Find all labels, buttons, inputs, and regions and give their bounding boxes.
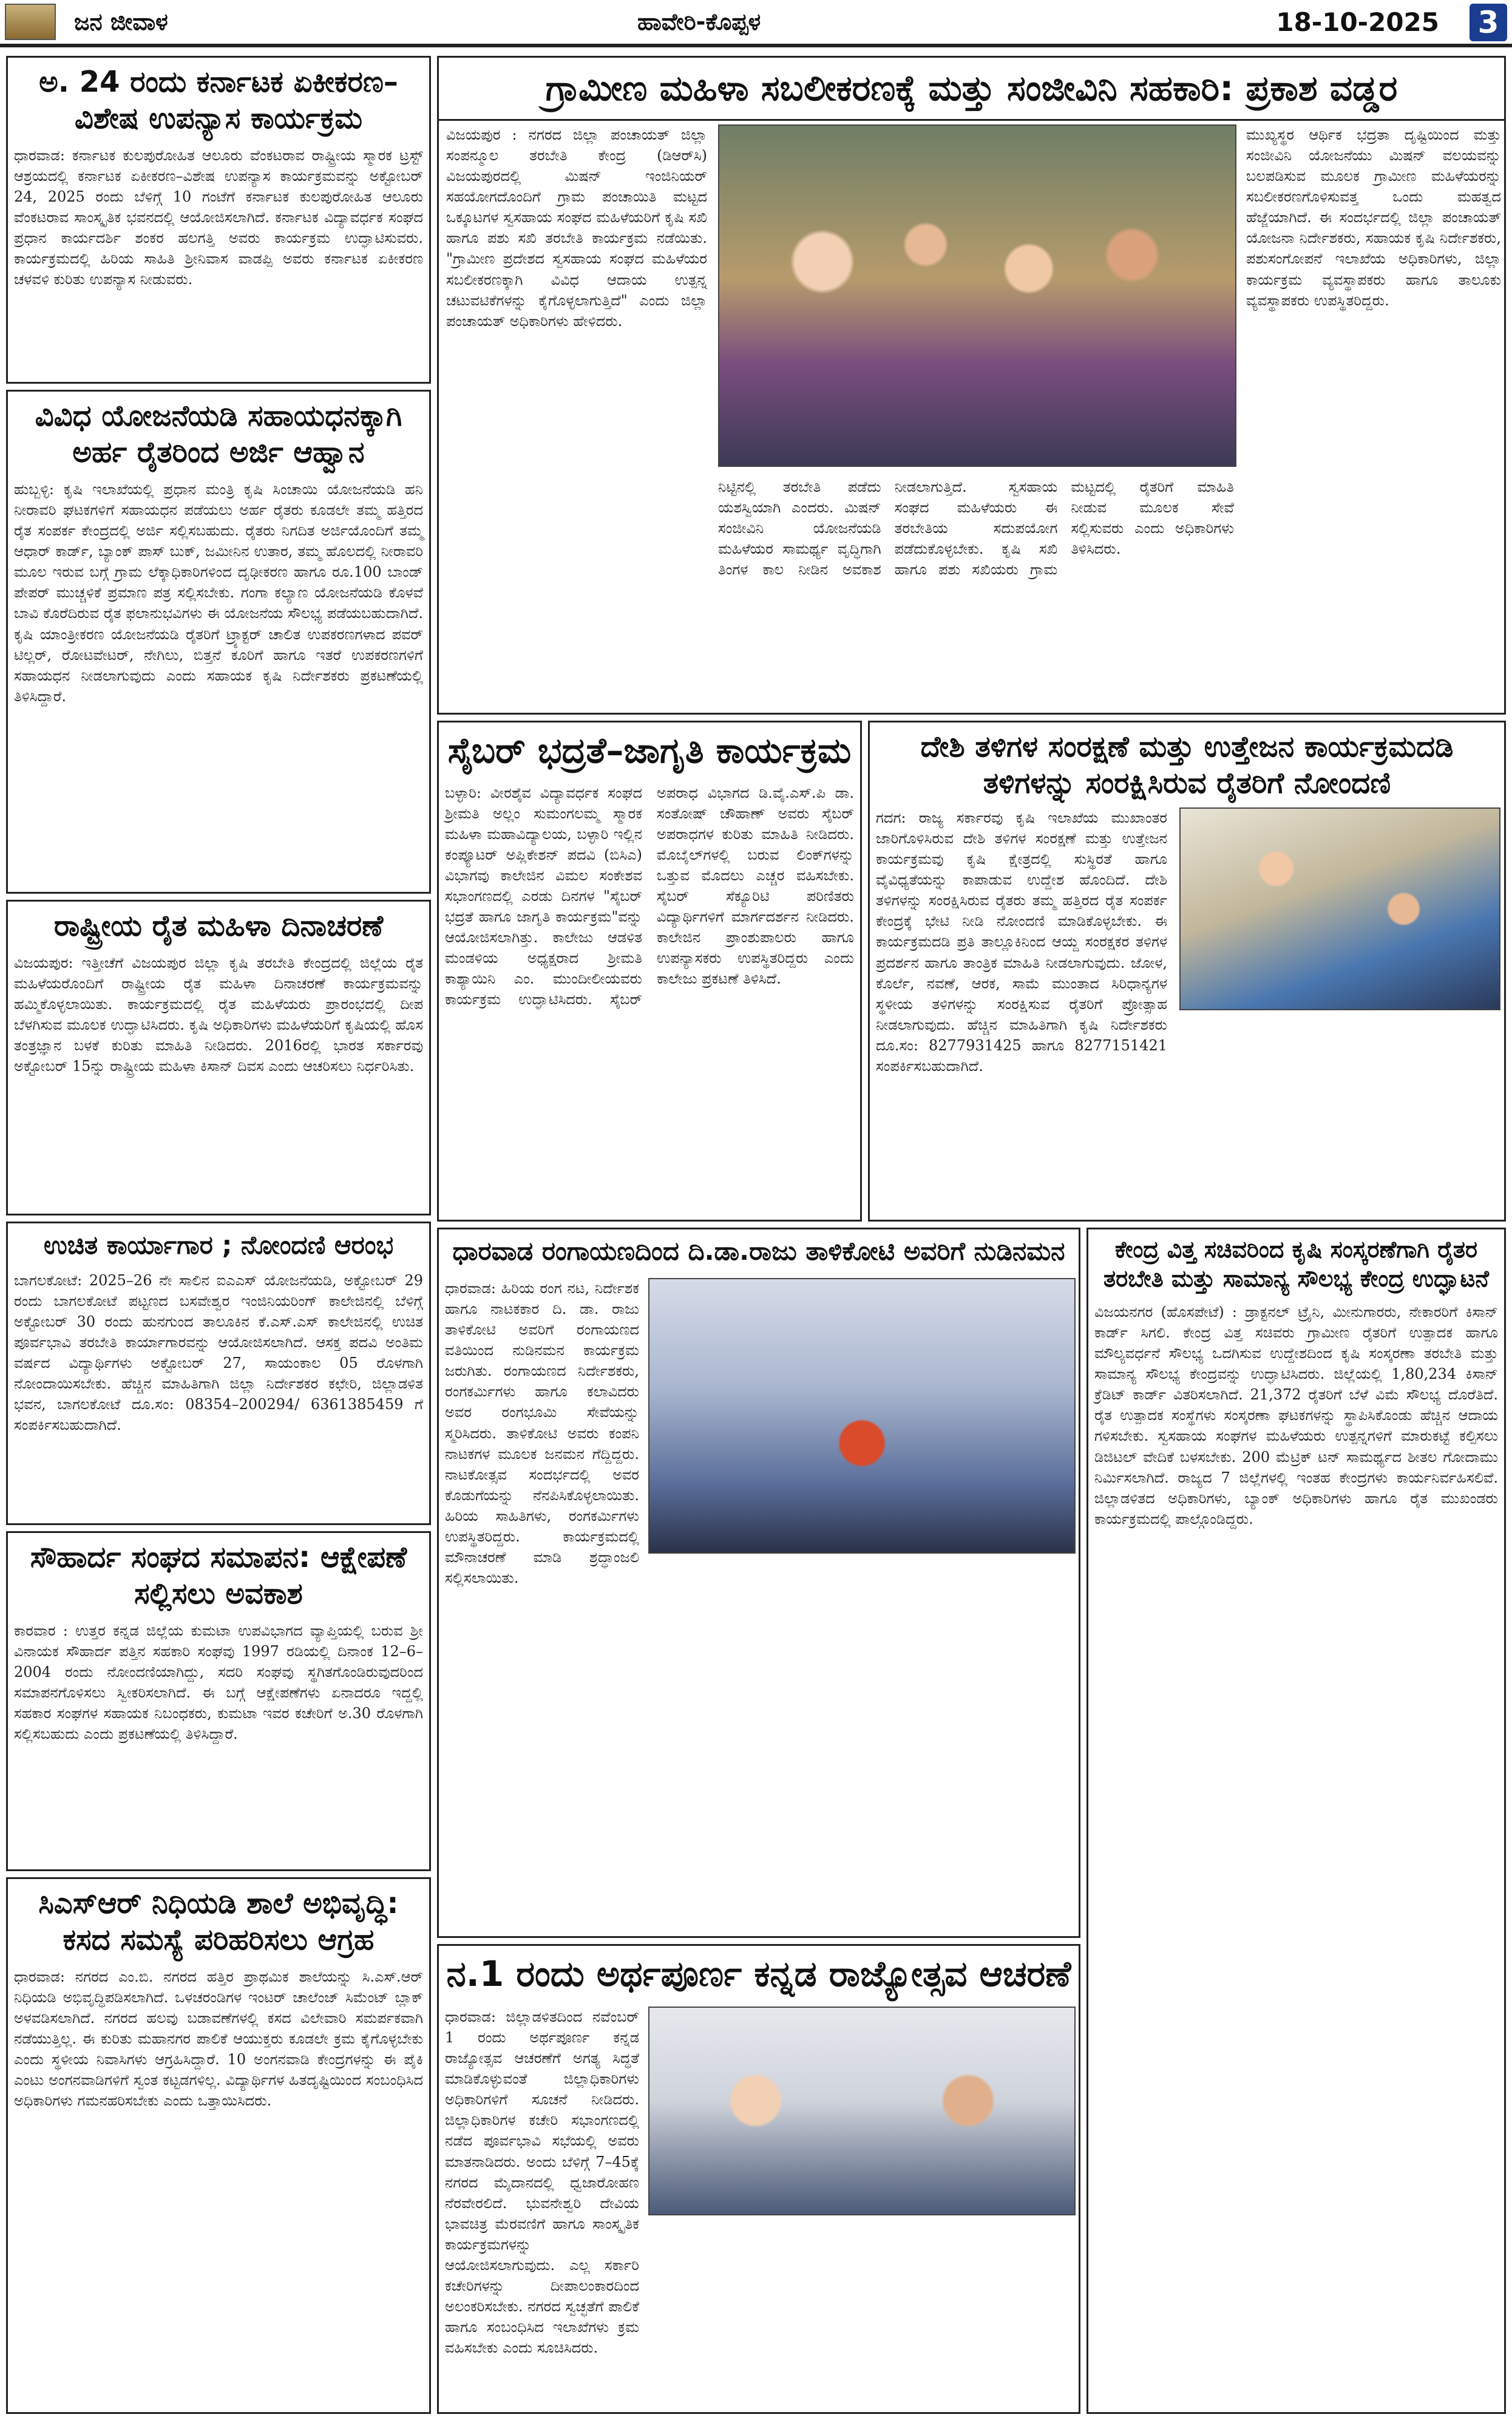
headline: ಧಾರವಾಡ ರಂಗಾಯಣದಿಂದ ದಿ.ಡಾ.ರಾಜು ತಾಳಿಕೋಟಿ ಅವರಿಗೆ ನುಡಿನಮನ [452,1236,1065,1266]
headline: ದೇಶಿ ತಳಿಗಳ ಸಂರಕ್ಷಣೆ ಮತ್ತು ಉತ್ತೇಜನ ಕಾರ್ಯಕ್ರಮದಡಿ ತಳಿಗಳನ್ನು ಸಂರಕ್ಷಿಸಿರುವ ರೈತರಿಗೆ ನೋಂದಣಿ [920,730,1454,800]
headline: ಅ. 24 ರಂದು ಕರ್ನಾಟಕ ಏಕೀಕರಣ–ವಿಶೇಷ ಉಪನ್ಯಾಸ ಕಾರ್ಯಕ್ರಮ [39,65,398,135]
headline: ಸಿಎಸ್‌ಆರ್ ನಿಧಿಯಡಿ ಶಾಲೆ ಅಭಿವೃದ್ಧಿ: ಕಸದ ಸಮಸ್ಯೆ ಪರಿಹರಿಸಲು ಆಗ್ರಹ [38,1886,399,1957]
article-body-left: ವಿಜಯಪುರ : ನಗರದ ಜಿಲ್ಲಾ ಪಂಚಾಯತ್ ಜಿಲ್ಲಾ ಸಂಪನ್ಮೂಲ ತರಬೇತಿ ಕೇಂದ್ರ (ಡಿಆರ್‌ಸಿ) ವಿಜಯಪುರದಲ್ಲಿ ಮಿಷನ್ ಇಂಜಿನಿಯರ್ ಸಹಯೋಗದೊಂದಿಗೆ ಗ್ರಾಮ ಪಂಚಾಯಿತಿ ಮಟ್ಟದ ಒಕ್ಕೂಟಗಳ ಸ್ವಸಹಾಯ ಸಂಘದ ಮಹಿಳೆಯರಿಗೆ ಕೃಷಿ ಸಖಿ ಹಾಗೂ ಪಶು ಸಖಿ ತರಬೇತಿ ಕಾರ್ಯಕ್ರಮ ನಡೆಯಿತು. "ಗ್ರಾಮೀಣ ಪ್ರದೇಶದ ಸ್ವಸಹಾಯ ಸಂಘದ ಮಹಿಳೆಯರ ಸಬಲೀಕರಣಕ್ಕಾಗಿ ವಿವಿಧ ಆದಾಯ ಉತ್ಪನ್ನ ಚಟುವಟಿಕೆಗಳನ್ನು ಕೈಗೊಳ್ಳಲಾಗುತ್ತಿದೆ" ಎಂದು ಜಿಲ್ಲಾ ಪಂಚಾಯತ್ ಅಧಿಕಾರಿಗಳು ಹೇಳಿದರು. [446,126,707,330]
group-photo [718,124,1236,467]
headline: ಸೈಬರ್ ಭದ್ರತೆ–ಜಾಗೃತಿ ಕಾರ್ಯಕ್ರಮ [447,730,852,771]
article-karnataka-lecture [6,56,431,384]
article-body-right: ಮುಖ್ಯಸ್ಥರ ಆರ್ಥಿಕ ಭದ್ರತಾ ದೃಷ್ಟಿಯಿಂದ ಮತ್ತು ಸಂಜೀವಿನಿ ಯೋಜನೆಯು ಮಿಷನ್ ವಲಯವನ್ನು ಬಲಪಡಿಸುವ ಮೂಲಕ ಗ್ರಾಮೀಣ ಮಹಿಳೆಯರನ್ನು ಸಬಲೀಕರಣಗೊಳಿಸುವತ್ತ ಒಂದು ಮಹತ್ವದ ಹೆಜ್ಜೆಯಾಗಿದೆ. ಈ ಸಂದರ್ಭದಲ್ಲಿ ಜಿಲ್ಲಾ ಪಂಚಾಯತ್ ಯೋಜನಾ ನಿರ್ದೇಶಕರು, ಸಹಾಯಕ ಕೃಷಿ ನಿರ್ದೇಶಕರು, ಪಶುಸಂಗೋಪನೆ ಇಲಾಖೆಯ ಅಧಿಕಾರಿಗಳು, ಜಿಲ್ಲಾ ಕಾರ್ಯಕ್ರಮ ವ್ಯವಸ್ಥಾಪಕರು ಹಾಗೂ ತಾಲೂಕು ವ್ಯವಸ್ಥಾಪಕರು ಉಪಸ್ಥಿತರಿದ್ದರು. [1246,126,1501,309]
meeting-photo [648,2007,1076,2215]
newspaper-logo [5,4,56,40]
article-body: ಧಾರವಾಡ: ಜಿಲ್ಲಾಡಳಿತದಿಂದ ನವೆಂಬರ್ 1 ರಂದು ಅರ್ಥಪೂರ್ಣ ಕನ್ನಡ ರಾಜ್ಯೋತ್ಸವ ಆಚರಣೆಗೆ ಅಗತ್ಯ ಸಿದ್ಧತೆ ಮಾಡಿಕೊಳ್ಳುವಂತೆ ಜಿಲ್ಲಾಧಿಕಾರಿಗಳು ಅಧಿಕಾರಿಗಳಿಗೆ ಸೂಚನೆ ನೀಡಿದರು. ಜಿಲ್ಲಾಧಿಕಾರಿಗಳ ಕಚೇರಿ ಸಭಾಂಗಣದಲ್ಲಿ ನಡೆದ ಪೂರ್ವಭಾವಿ ಸಭೆಯಲ್ಲಿ ಅವರು ಮಾತನಾಡಿದರು. ಅಂದು ಬೆಳಿಗ್ಗೆ 7–45ಕ್ಕೆ ನಗರದ ಮೈದಾನದಲ್ಲಿ ಧ್ವಜಾರೋಹಣ ನೆರವೇರಲಿದೆ. ಭುವನೇಶ್ವರಿ ದೇವಿಯ ಭಾವಚಿತ್ರ ಮೆರವಣಿಗೆ ಹಾಗೂ ಸಾಂಸ್ಕೃತಿಕ ಕಾರ್ಯಕ್ರಮಗಳನ್ನು ಆಯೋಜಿಸಲಾಗುವುದು. ಎಲ್ಲ ಸರ್ಕಾರಿ ಕಚೇರಿಗಳನ್ನು ದೀಪಾಲಂಕಾರದಿಂದ ಅಲಂಕರಿಸಬೇಕು. ನಗರದ ಸ್ವಚ್ಛತೆಗೆ ಪಾಲಿಕೆ ಹಾಗೂ ಸಂಬಂಧಿಸಿದ ಇಲಾಖೆಗಳು ಕ್ರಮ ವಹಿಸಬೇಕು ಎಂದು ಸೂಚಿಸಿದರು. [445,2008,639,2357]
article-body-bottom: ನಿಟ್ಟಿನಲ್ಲಿ ತರಬೇತಿ ಪಡೆದು ಯಶಸ್ವಿಯಾಗಿ ಎಂದರು. ಮಿಷನ್ ಸಂಜೀವಿನಿ ಯೋಜನೆಯಡಿ ಮಹಿಳೆಯರ ಸಾಮರ್ಥ್ಯ ವೃದ್ಧಿಗಾಗಿ ತಿಂಗಳ ಕಾಲ ನೀಡಿನ ಅವಕಾಶ ನೀಡಲಾಗುತ್ತಿದೆ. ಸ್ವಸಹಾಯ ಸಂಘದ ಮಹಿಳೆಯರು ಈ ತರಬೇತಿಯ ಸದುಪಯೋಗ ಪಡೆದುಕೊಳ್ಳಬೇಕು. ಕೃಷಿ ಸಖಿ ಹಾಗೂ ಪಶು ಸಖಿಯರು ಗ್ರಾಮ ಮಟ್ಟದಲ್ಲಿ ರೈತರಿಗೆ ಮಾಹಿತಿ ನೀಡುವ ಮೂಲಕ ಸೇವೆ ಸಲ್ಲಿಸುವರು ಎಂದು ಅಧಿಕಾರಿಗಳು ತಿಳಿಸಿದರು. [718,478,1234,579]
article-farmer-applications [6,390,431,894]
headline: ವಿವಿಧ ಯೋಜನೆಯಡಿ ಸಹಾಯಧನಕ್ಕಾಗಿ ಅರ್ಹ ರೈತರಿಂದ ಅರ್ಜಿ ಆಹ್ವಾನ [35,399,402,469]
article-body: ಧಾರವಾಡ: ಕರ್ನಾಟಕ ಕುಲಪುರೋಹಿತ ಆಲೂರು ವೆಂಕಟರಾವ ರಾಷ್ಟ್ರೀಯ ಸ್ಮಾರಕ ಟ್ರಸ್ಟ್ ಆಶ್ರಯದಲ್ಲಿ ಕರ್ನಾಟಕ ಏಕೀಕರಣ–ವಿಶೇಷ ಉಪನ್ಯಾಸ ಕಾರ್ಯಕ್ರಮವನ್ನು ಅಕ್ಟೋಬರ್ 24, 2025 ರಂದು ಬೆಳಿಗ್ಗೆ 10 ಗಂಟೆಗೆ ಕರ್ನಾಟಕ ಕುಲಪುರೋಹಿತ ಆಲೂರು ವೆಂಕಟರಾವ ಸಾಂಸ್ಕೃತಿಕ ಭವನದಲ್ಲಿ ಆಯೋಜಿಸಲಾಗಿದೆ. ಕರ್ನಾಟಕ ವಿದ್ಯಾವರ್ಧಕ ಸಂಘದ ಪ್ರಧಾನ ಕಾರ್ಯದರ್ಶಿ ಶಂಕರ ಹಲಗತ್ತಿ ಅವರು ಕಾರ್ಯಕ್ರಮ ಉದ್ಘಾಟಿಸುವರು. ಕಾರ್ಯಕ್ರಮದಲ್ಲಿ ಹಿರಿಯ ಸಾಹಿತಿ ಶ್ರೀನಿವಾಸ ವಾಡಪ್ಪಿ ಅವರು ಕರ್ನಾಟಕ ಏಕೀಕರಣ ಚಳವಳಿ ಕುರಿತು ಉಪನ್ಯಾಸ ನೀಡುವರು. [14,147,423,288]
headline: ನ.1 ರಂದು ಅರ್ಥಪೂರ್ಣ ಕನ್ನಡ ರಾಜ್ಯೋತ್ಸವ ಆಚರಣೆ [446,1953,1071,1994]
masthead [0,0,1512,47]
article-body: ಬಾಗಲಕೋಟೆ: 2025–26 ನೇ ಸಾಲಿನ ಐಎಎಸ್ ಯೋಜನೆಯಡಿ, ಅಕ್ಟೋಬರ್ 29 ರಂದು ಬಾಗಲಕೋಟೆ ಪಟ್ಟಣದ ಬಸವೇಶ್ವರ ಇಂಜಿನಿಯರಿಂಗ್ ಕಾಲೇಜಿನಲ್ಲಿ ಬೆಳಿಗ್ಗೆ ಅಕ್ಟೋಬರ್ 30 ರಂದು ಹುನಗುಂದ ತಾಲೂಕಿನ ಕೆ.ಎಸ್.ಎಸ್ ಕಾಲೇಜಿನಲ್ಲಿ ಉಚಿತ ಪೂರ್ವಭಾವಿ ತರಬೇತಿ ಕಾರ್ಯಾಗಾರವನ್ನು ಆಯೋಜಿಸಲಾಗಿದೆ. ಆಸಕ್ತ ಪದವಿ ಅಂತಿಮ ವರ್ಷದ ವಿದ್ಯಾರ್ಥಿಗಳು ಅಕ್ಟೋಬರ್ 27, ಸಾಯಂಕಾಲ 05 ರೊಳಗಾಗಿ ನೋಂದಾಯಿಸಬೇಕು. ಹೆಚ್ಚಿನ ಮಾಹಿತಿಗಾಗಿ ಜಿಲ್ಲಾ ನಿರ್ದೇಶಕರ ಕಛೇರಿ, ಜಿಲ್ಲಾಡಳಿತ ಭವನ, ಬಾಗಲಕೋಟೆ ದೂ.ಸಂ: 08354–200294/ 6361385459 ಗೆ ಸಂಪರ್ಕಿಸಬಹುದಾಗಿದೆ. [14,1271,423,1434]
article-body: ವಿಜಯನಗರ (ಹೊಸಪೇಟೆ) : ಡ್ರಾಕ್ಟನಲ್ ಟ್ರೈನಿ, ಮೀನುಗಾರರು, ನೇಕಾರರಿಗೆ ಕಿಸಾನ್ ಕಾರ್ಡ್ ಸಿಗಲಿ. ಕೇಂದ್ರ ವಿತ್ತ ಸಚಿವರು ಗ್ರಾಮೀಣ ರೈತರಿಗೆ ಉತ್ಪಾದಕ ಹಾಗೂ ಮೌಲ್ಯವರ್ಧನೆ ಸೌಲಭ್ಯ ಒದಗಿಸುವ ಉದ್ದೇಶದಿಂದ ಕೃಷಿ ಸಂಸ್ಕರಣಾ ತರಬೇತಿ ಮತ್ತು ಸಾಮಾನ್ಯ ಸೌಲಭ್ಯ ಕೇಂದ್ರವನ್ನು ಉದ್ಘಾಟಿಸಿದರು. ಜಿಲ್ಲೆಯಲ್ಲಿ 1,80,234 ಕಿಸಾನ್ ಕ್ರೆಡಿಟ್ ಕಾರ್ಡ್ ವಿತರಿಸಲಾಗಿದೆ. 21,372 ರೈತರಿಗೆ ಬೆಳೆ ವಿಮೆ ಸೌಲಭ್ಯ ದೊರೆತಿದೆ. ರೈತ ಉತ್ಪಾದಕ ಸಂಸ್ಥೆಗಳು ಸಂಸ್ಕರಣಾ ಘಟಕಗಳನ್ನು ಸ್ಥಾಪಿಸಿಕೊಂಡು ಹೆಚ್ಚಿನ ಆದಾಯ ಗಳಿಸಬೇಕು. ಸ್ವಸಹಾಯ ಸಂಘಗಳ ಮಹಿಳೆಯರು ಉತ್ಪನ್ನಗಳಿಗೆ ಮಾರುಕಟ್ಟೆ ಕಲ್ಪಿಸಲು ಡಿಜಿಟಲ್ ವೇದಿಕೆ ಬಳಸಬೇಕು. 200 ಮೆಟ್ರಿಕ್ ಟನ್ ಸಾಮರ್ಥ್ಯದ ಶೀತಲ ಗೋದಾಮು ನಿರ್ಮಿಸಲಾಗಿದೆ. ರಾಜ್ಯದ 7 ಜಿಲ್ಲೆಗಳಲ್ಲಿ ಇಂತಹ ಕೇಂದ್ರಗಳು ಕಾರ್ಯನಿರ್ವಹಿಸಲಿವೆ. ಜಿಲ್ಲಾಡಳಿತದ ಅಧಿಕಾರಿಗಳು, ಬ್ಯಾಂಕ್ ಅಧಿಕಾರಿಗಳು ಹಾಗೂ ರೈತ ಮುಖಂಡರು ಕಾರ್ಯಕ್ರಮದಲ್ಲಿ ಪಾಲ್ಗೊಂಡಿದ್ದರು. [1094,1303,1498,1528]
headline: ರಾಷ್ಟ್ರೀಯ ರೈತ ಮಹಿಳಾ ದಿನಾಚರಣೆ [53,909,384,943]
article-central-minister [1087,1228,1506,2414]
headline: ಗ್ರಾಮೀಣ ಮಹಿಳಾ ಸಬಲೀಕರಣಕ್ಕೆ ಮತ್ತು ಸಂಜೀವಿನಿ ಸಹಕಾರಿ: ಪ್ರಕಾಶ ವಡ್ಡರ [439,58,1504,121]
region-name: ಹಾವೇರಿ-ಕೊಪ್ಪಳ [637,8,761,35]
article-cyber-safety [437,721,862,1222]
article-body: ಹುಬ್ಬಳ್ಳಿ: ಕೃಷಿ ಇಲಾಖೆಯಲ್ಲಿ ಪ್ರಧಾನ ಮಂತ್ರಿ ಕೃಷಿ ಸಿಂಚಾಯಿ ಯೋಜನೆಯಡಿ ಹನಿ ನೀರಾವರಿ ಘಟಕಗಳಿಗೆ ಸಹಾಯಧನ ಪಡೆಯಲು ಅರ್ಹ ರೈತರು ಕೂಡಲೇ ತಮ್ಮ ಹತ್ತಿರದ ರೈತ ಸಂಪರ್ಕ ಕೇಂದ್ರದಲ್ಲಿ ಅರ್ಜಿ ಸಲ್ಲಿಸಬಹುದು. ರೈತರು ನಿಗದಿತ ಅರ್ಜಿಯೊಂದಿಗೆ ತಮ್ಮ ಆಧಾರ್ ಕಾರ್ಡ್, ಬ್ಯಾಂಕ್ ಪಾಸ್ ಬುಕ್, ಜಮೀನಿನ ಉತಾರ, ತಮ್ಮ ಹೊಲದಲ್ಲಿ ನೀರಾವರಿ ಮೂಲ ಇರುವ ಬಗ್ಗೆ ಗ್ರಾಮ ಲೆಕ್ಕಾಧಿಕಾರಿಗಳಿಂದ ದೃಢೀಕರಣ ಹಾಗೂ ರೂ.100 ಬಾಂಡ್ ಪೇಪರ್ ಮುಚ್ಚಳಿಕೆ ಪ್ರಮಾಣ ಪತ್ರ ಸಲ್ಲಿಸಬೇಕು. ಗಂಗಾ ಕಲ್ಯಾಣ ಯೋಜನೆಯಡಿ ಕೊಳವೆ ಬಾವಿ ಕೊರೆದಿರುವ ರೈತ ಫಲಾನುಭವಿಗಳು ಈ ಯೋಜನೆಯ ಸೌಲಭ್ಯ ಪಡೆಯಬಹುದಾಗಿದೆ. ಕೃಷಿ ಯಾಂತ್ರೀಕರಣ ಯೋಜನೆಯಡಿ ರೈತರಿಗೆ ಟ್ರ್ಯಾಕ್ಟರ್ ಚಾಲಿತ ಉಪಕರಣಗಳಾದ ಪವರ್ ಟಿಲ್ಲರ್, ರೋಟವೇಟರ್, ನೇಗಿಲು, ಬಿತ್ತನೆ ಕೂರಿಗೆ ಹಾಗೂ ಇತರೆ ಉಪಕರಣಗಳಿಗೆ ಸಹಾಯಧನ ನೀಡಲಾಗುವುದು ಎಂದು ಸಹಾಯಕ ಕೃಷಿ ನಿರ್ದೇಶಕರು ಪ್ರಕಟಣೆಯಲ್ಲಿ ತಿಳಿಸಿದ್ದಾರೆ. [14,481,423,705]
article-csr-school [6,1877,431,2414]
headline: ಕೇಂದ್ರ ವಿತ್ತ ಸಚಿವರಿಂದ ಕೃಷಿ ಸಂಸ್ಕರಣೆಗಾಗಿ ರೈತರ ತರಬೇತಿ ಮತ್ತು ಸಾಮಾನ್ಯ ಸೌಲಭ್ಯ ಕೇಂದ್ರ ಉದ್ಘಾಟನೆ [1103,1236,1490,1292]
article-body: ವಿಜಯಪುರ: ಇತ್ತೀಚೆಗೆ ವಿಜಯಪುರ ಜಿಲ್ಲಾ ಕೃಷಿ ತರಬೇತಿ ಕೇಂದ್ರದಲ್ಲಿ ಜಿಲ್ಲೆಯ ರೈತ ಮಹಿಳೆಯರೊಂದಿಗೆ ರಾಷ್ಟ್ರೀಯ ರೈತ ಮಹಿಳಾ ದಿನಾಚರಣೆ ಕಾರ್ಯಕ್ರಮವನ್ನು ಹಮ್ಮಿಕೊಳ್ಳಲಾಯಿತು. ಕಾರ್ಯಕ್ರಮದಲ್ಲಿ ರೈತ ಮಹಿಳೆಯರು ಪ್ರಾರಂಭದಲ್ಲಿ ದೀಪ ಬೆಳಗಿಸುವ ಮೂಲಕ ಉದ್ಘಾಟಿಸಿದರು. ಕೃಷಿ ಅಧಿಕಾರಿಗಳು ಮಹಿಳೆಯರಿಗೆ ಕೃಷಿಯಲ್ಲಿ ಹೊಸ ತಂತ್ರಜ್ಞಾನ ಬಳಕೆ ಕುರಿತು ಮಾಹಿತಿ ನೀಡಿದರು. 2016ರಲ್ಲಿ ಭಾರತ ಸರ್ಕಾರವು ಅಕ್ಟೋಬರ್ 15ನ್ನು ರಾಷ್ಟ್ರೀಯ ಮಹಿಳಾ ಕಿಸಾನ್ ದಿವಸ ಎಂದು ಆಚರಿಸಲು ನಿರ್ಧರಿಸಿತು. [14,954,423,1075]
article-body: ಕಾರವಾರ : ಉತ್ತರ ಕನ್ನಡ ಜಿಲ್ಲೆಯ ಕುಮಟಾ ಉಪವಿಭಾಗದ ವ್ಯಾಪ್ತಿಯಲ್ಲಿ ಬರುವ ಶ್ರೀ ವಿನಾಯಕ ಸೌಹಾರ್ದ ಪತ್ತಿನ ಸಹಕಾರಿ ಸಂಘವು 1997 ರಡಿಯಲ್ಲಿ ದಿನಾಂಕ 12–6–2004 ರಂದು ನೋಂದಣಿಯಾಗಿದ್ದು, ಸದರಿ ಸಂಘವು ಸ್ಥಗಿತಗೊಂಡಿರುವುದರಿಂದ ಸಮಾಪನಗೊಳಿಸಲು ಸ್ವೀಕರಿಸಲಾಗಿದೆ. ಈ ಬಗ್ಗೆ ಆಕ್ಷೇಪಣೆಗಳು ಏನಾದರೂ ಇದ್ದಲ್ಲಿ ಸಹಕಾರ ಸಂಘಗಳ ಸಹಾಯಕ ನಿಬಂಧಕರು, ಕುಮಟಾ ಇವರ ಕಚೇರಿಗೆ ಅ.30 ರೊಳಗಾಗಿ ಸಲ್ಲಿಸಬಹುದು ಎಂದು ಪ್ರಕಟಣೆಯಲ್ಲಿ ತಿಳಿಸಿದ್ದಾರೆ. [14,1622,423,1743]
issue-date: 18-10-2025 [1276,7,1439,37]
headline: ಉಚಿತ ಕಾರ್ಯಾಗಾರ ; ನೋಂದಣಿ ಆರಂಭ [43,1230,394,1260]
article-harmony-committee [6,1531,431,1871]
headline: ಸೌಹಾರ್ದ ಸಂಘದ ಸಮಾಪನ: ಆಕ್ಷೇಪಣೆ ಸಲ್ಲಿಸಲು ಅವಕಾಶ [30,1540,407,1611]
paper-name: ಜನ ಜೀವಾಳ [74,8,168,35]
article-theatre-award [437,1228,1080,1938]
page-number: 3 [1470,4,1507,41]
article-women-farmers-day [6,900,431,1215]
article-free-coaching [6,1222,431,1525]
article-body: ಧಾರವಾಡ: ಹಿರಿಯ ರಂಗ ನಟ, ನಿರ್ದೇಶಕ ಹಾಗೂ ನಾಟಕಕಾರ ದಿ. ಡಾ. ರಾಜು ತಾಳಿಕೋಟಿ ಅವರಿಗೆ ರಂಗಾಯಣದ ವತಿಯಿಂದ ನುಡಿನಮನ ಕಾರ್ಯಕ್ರಮ ಜರುಗಿತು. ರಂಗಾಯಣದ ನಿರ್ದೇಶಕರು, ರಂಗಕರ್ಮಿಗಳು ಹಾಗೂ ಕಲಾವಿದರು ಅವರ ರಂಗಭೂಮಿ ಸೇವೆಯನ್ನು ಸ್ಮರಿಸಿದರು. ತಾಳಿಕೋಟಿ ಅವರು ಕಂಪನಿ ನಾಟಕಗಳ ಮೂಲಕ ಜನಮನ ಗೆದ್ದಿದ್ದರು. ನಾಟಕೋತ್ಸವ ಸಂದರ್ಭದಲ್ಲಿ ಅವರ ಕೊಡುಗೆಯನ್ನು ನೆನಪಿಸಿಕೊಳ್ಳಲಾಯಿತು. ಹಿರಿಯ ಸಾಹಿತಿಗಳು, ರಂಗಕರ್ಮಿಗಳು ಉಪಸ್ಥಿತರಿದ್ದರು. ಕಾರ್ಯಕ್ರಮದಲ್ಲಿ ಮೌನಾಚರಣೆ ಮಾಡಿ ಶ್ರದ್ಧಾಂಜಲಿ ಸಲ್ಲಿಸಲಾಯಿತು. [445,1280,639,1587]
event-photo [648,1278,1076,1554]
article-body: ಧಾರವಾಡ: ನಗರದ ಎಂ.ಬಿ. ನಗರದ ಹತ್ತಿರ ಪ್ರಾಥಮಿಕ ಶಾಲೆಯನ್ನು ಸಿ.ಎಸ್.ಆರ್ ನಿಧಿಯಡಿ ಅಭಿವೃದ್ಧಿಪಡಿಸಲಾಗಿದೆ. ಒಳಚರಂಡಿಗಳ ಇಂಟರ್ ಚಾಲೆಂಜ್ ಸಿಮೆಂಟ್ ಬ್ಲಾಕ್ ಅಳವಡಿಸಲಾಗಿದೆ. ನಗರದ ಹಲವು ಬಡಾವಣೆಗಳಲ್ಲಿ ಕಸದ ವಿಲೇವಾರಿ ಸಮರ್ಪಕವಾಗಿ ನಡೆಯುತ್ತಿಲ್ಲ. ಈ ಕುರಿತು ಮಹಾನಗರ ಪಾಲಿಕೆ ಆಯುಕ್ತರು ಕೂಡಲೇ ಕ್ರಮ ಕೈಗೊಳ್ಳಬೇಕು ಎಂದು ಸ್ಥಳೀಯ ನಿವಾಸಿಗಳು ಆಗ್ರಹಿಸಿದ್ದಾರೆ. 10 ಅಂಗನವಾಡಿ ಕೇಂದ್ರಗಳನ್ನು ಈ ಪೈಕಿ ಎಂಟು ಅಂಗನವಾಡಿಗಳಿಗೆ ಸ್ವಂತ ಕಟ್ಟಡಗಳಿಲ್ಲ. ವಿದ್ಯಾರ್ಥಿಗಳ ಹಿತದೃಷ್ಟಿಯಿಂದ ಸಂಬಂಧಿಸಿದ ಅಧಿಕಾರಿಗಳು ಗಮನಹರಿಸಬೇಕು ಎಂದು ಒತ್ತಾಯಿಸಿದರು. [14,1968,423,2110]
farmers-photo [1179,807,1500,1010]
article-native-breeds [868,721,1506,1222]
article-body: ಗದಗ: ರಾಜ್ಯ ಸರ್ಕಾರವು ಕೃಷಿ ಇಲಾಖೆಯ ಮುಖಾಂತರ ಜಾರಿಗೊಳಿಸಿರುವ ದೇಶಿ ತಳಿಗಳ ಸಂರಕ್ಷಣೆ ಮತ್ತು ಉತ್ತೇಜನ ಕಾರ್ಯಕ್ರಮವು ಕೃಷಿ ಕ್ಷೇತ್ರದಲ್ಲಿ ಸುಸ್ಥಿರತೆ ಹಾಗೂ ವೈವಿಧ್ಯತೆಯನ್ನು ಕಾಪಾಡುವ ಉದ್ದೇಶ ಹೊಂದಿದೆ. ದೇಶಿ ತಳಿಗಳನ್ನು ಸಂರಕ್ಷಿಸಿರುವ ರೈತರು ತಮ್ಮ ಹತ್ತಿರದ ರೈತ ಸಂಪರ್ಕ ಕೇಂದ್ರಕ್ಕೆ ಭೇಟಿ ನೀಡಿ ನೋಂದಣಿ ಮಾಡಿಕೊಳ್ಳಬೇಕು. ಈ ಕಾರ್ಯಕ್ರಮದಡಿ ಪ್ರತಿ ತಾಲ್ಲೂಕಿನಿಂದ ಆಯ್ದ ಸಂರಕ್ಷಕರ ತಳಿಗಳ ಪ್ರದರ್ಶನ ಹಾಗೂ ತಾಂತ್ರಿಕ ಮಾಹಿತಿ ನೀಡಲಾಗುವುದು. ಜೋಳ, ಕೊರ್ಲೆ, ನವಣೆ, ಆರಕ, ಸಾಮೆ ಮುಂತಾದ ಸಿರಿಧಾನ್ಯಗಳ ಸ್ಥಳೀಯ ತಳಿಗಳನ್ನು ಸಂರಕ್ಷಿಸುವ ರೈತರಿಗೆ ಪ್ರೋತ್ಸಾಹ ನೀಡಲಾಗುವುದು. ಹೆಚ್ಚಿನ ಮಾಹಿತಿಗಾಗಿ ಕೃಷಿ ನಿರ್ದೇಶಕರು ದೂ.ಸಂ: 8277931425 ಹಾಗೂ 8277151421 ಸಂಪರ್ಕಿಸಬಹುದಾಗಿದೆ. [876,809,1167,1075]
article-body: ಬಳ್ಳಾರಿ: ವೀರಶೈವ ವಿದ್ಯಾವರ್ಧಕ ಸಂಘದ ಶ್ರೀಮತಿ ಅಲ್ಲಂ ಸುಮಂಗಲಮ್ಮ ಸ್ಮಾರಕ ಮಹಿಳಾ ಮಹಾವಿದ್ಯಾಲಯ, ಬಳ್ಳಾರಿ ಇಲ್ಲಿನ ಕಂಪ್ಯೂಟರ್ ಅಪ್ಲಿಕೇಶನ್ ಪದವಿ (ಬಿಸಿಎ) ವಿಭಾಗವು ಕಾಲೇಜಿನ ವಿಮಲ ಸಂಕೇಶವ ಸಭಾಂಗಣದಲ್ಲಿ ಎರಡು ದಿನಗಳ "ಸೈಬರ್ ಭದ್ರತೆ ಹಾಗೂ ಜಾಗೃತಿ ಕಾರ್ಯಕ್ರಮ"ವನ್ನು ಆಯೋಜಿಸಲಾಗಿತ್ತು. ಕಾಲೇಜು ಆಡಳಿತ ಮಂಡಳಿಯ ಅಧ್ಯಕ್ಷರಾದ ಶ್ರೀಮತಿ ಕಾಶ್ಯಾಯಿನಿ ಎಂ. ಮುಂದೀಲೀಯವರು ಕಾರ್ಯಕ್ರಮ ಉದ್ಘಾಟಿಸಿದರು. ಸೈಬರ್ ಅಪರಾಧ ವಿಭಾಗದ ಡಿ.ವೈ.ಎಸ್.ಪಿ ಡಾ. ಸಂತೋಷ್ ಚೌಹಾಣ್ ಅವರು ಸೈಬರ್ ಅಪರಾಧಗಳ ಕುರಿತು ಮಾಹಿತಿ ನೀಡಿದರು. ಮೊಬೈಲ್‌ಗಳಲ್ಲಿ ಬರುವ ಲಿಂಕ್‌ಗಳನ್ನು ಒತ್ತುವ ಮೊದಲು ಎಚ್ಚರ ವಹಿಸಬೇಕು. ಸೈಬರ್ ಸೆಕ್ಯೂರಿಟಿ ಪರಿಣಿತರು ವಿದ್ಯಾರ್ಥಿಗಳಿಗೆ ಮಾರ್ಗದರ್ಶನ ನೀಡಿದರು. ಕಾಲೇಜಿನ ಪ್ರಾಂಶುಪಾಲರು ಹಾಗೂ ಉಪನ್ಯಾಸಕರು ಉಪಸ್ಥಿತರಿದ್ದರು ಎಂದು ಕಾಲೇಜು ಪ್ರಕಟಣೆ ತಿಳಿಸಿದೆ. [445,784,854,1008]
article-kannada-rajyotsava [437,1944,1080,2414]
article-sanjeevini [437,56,1506,715]
